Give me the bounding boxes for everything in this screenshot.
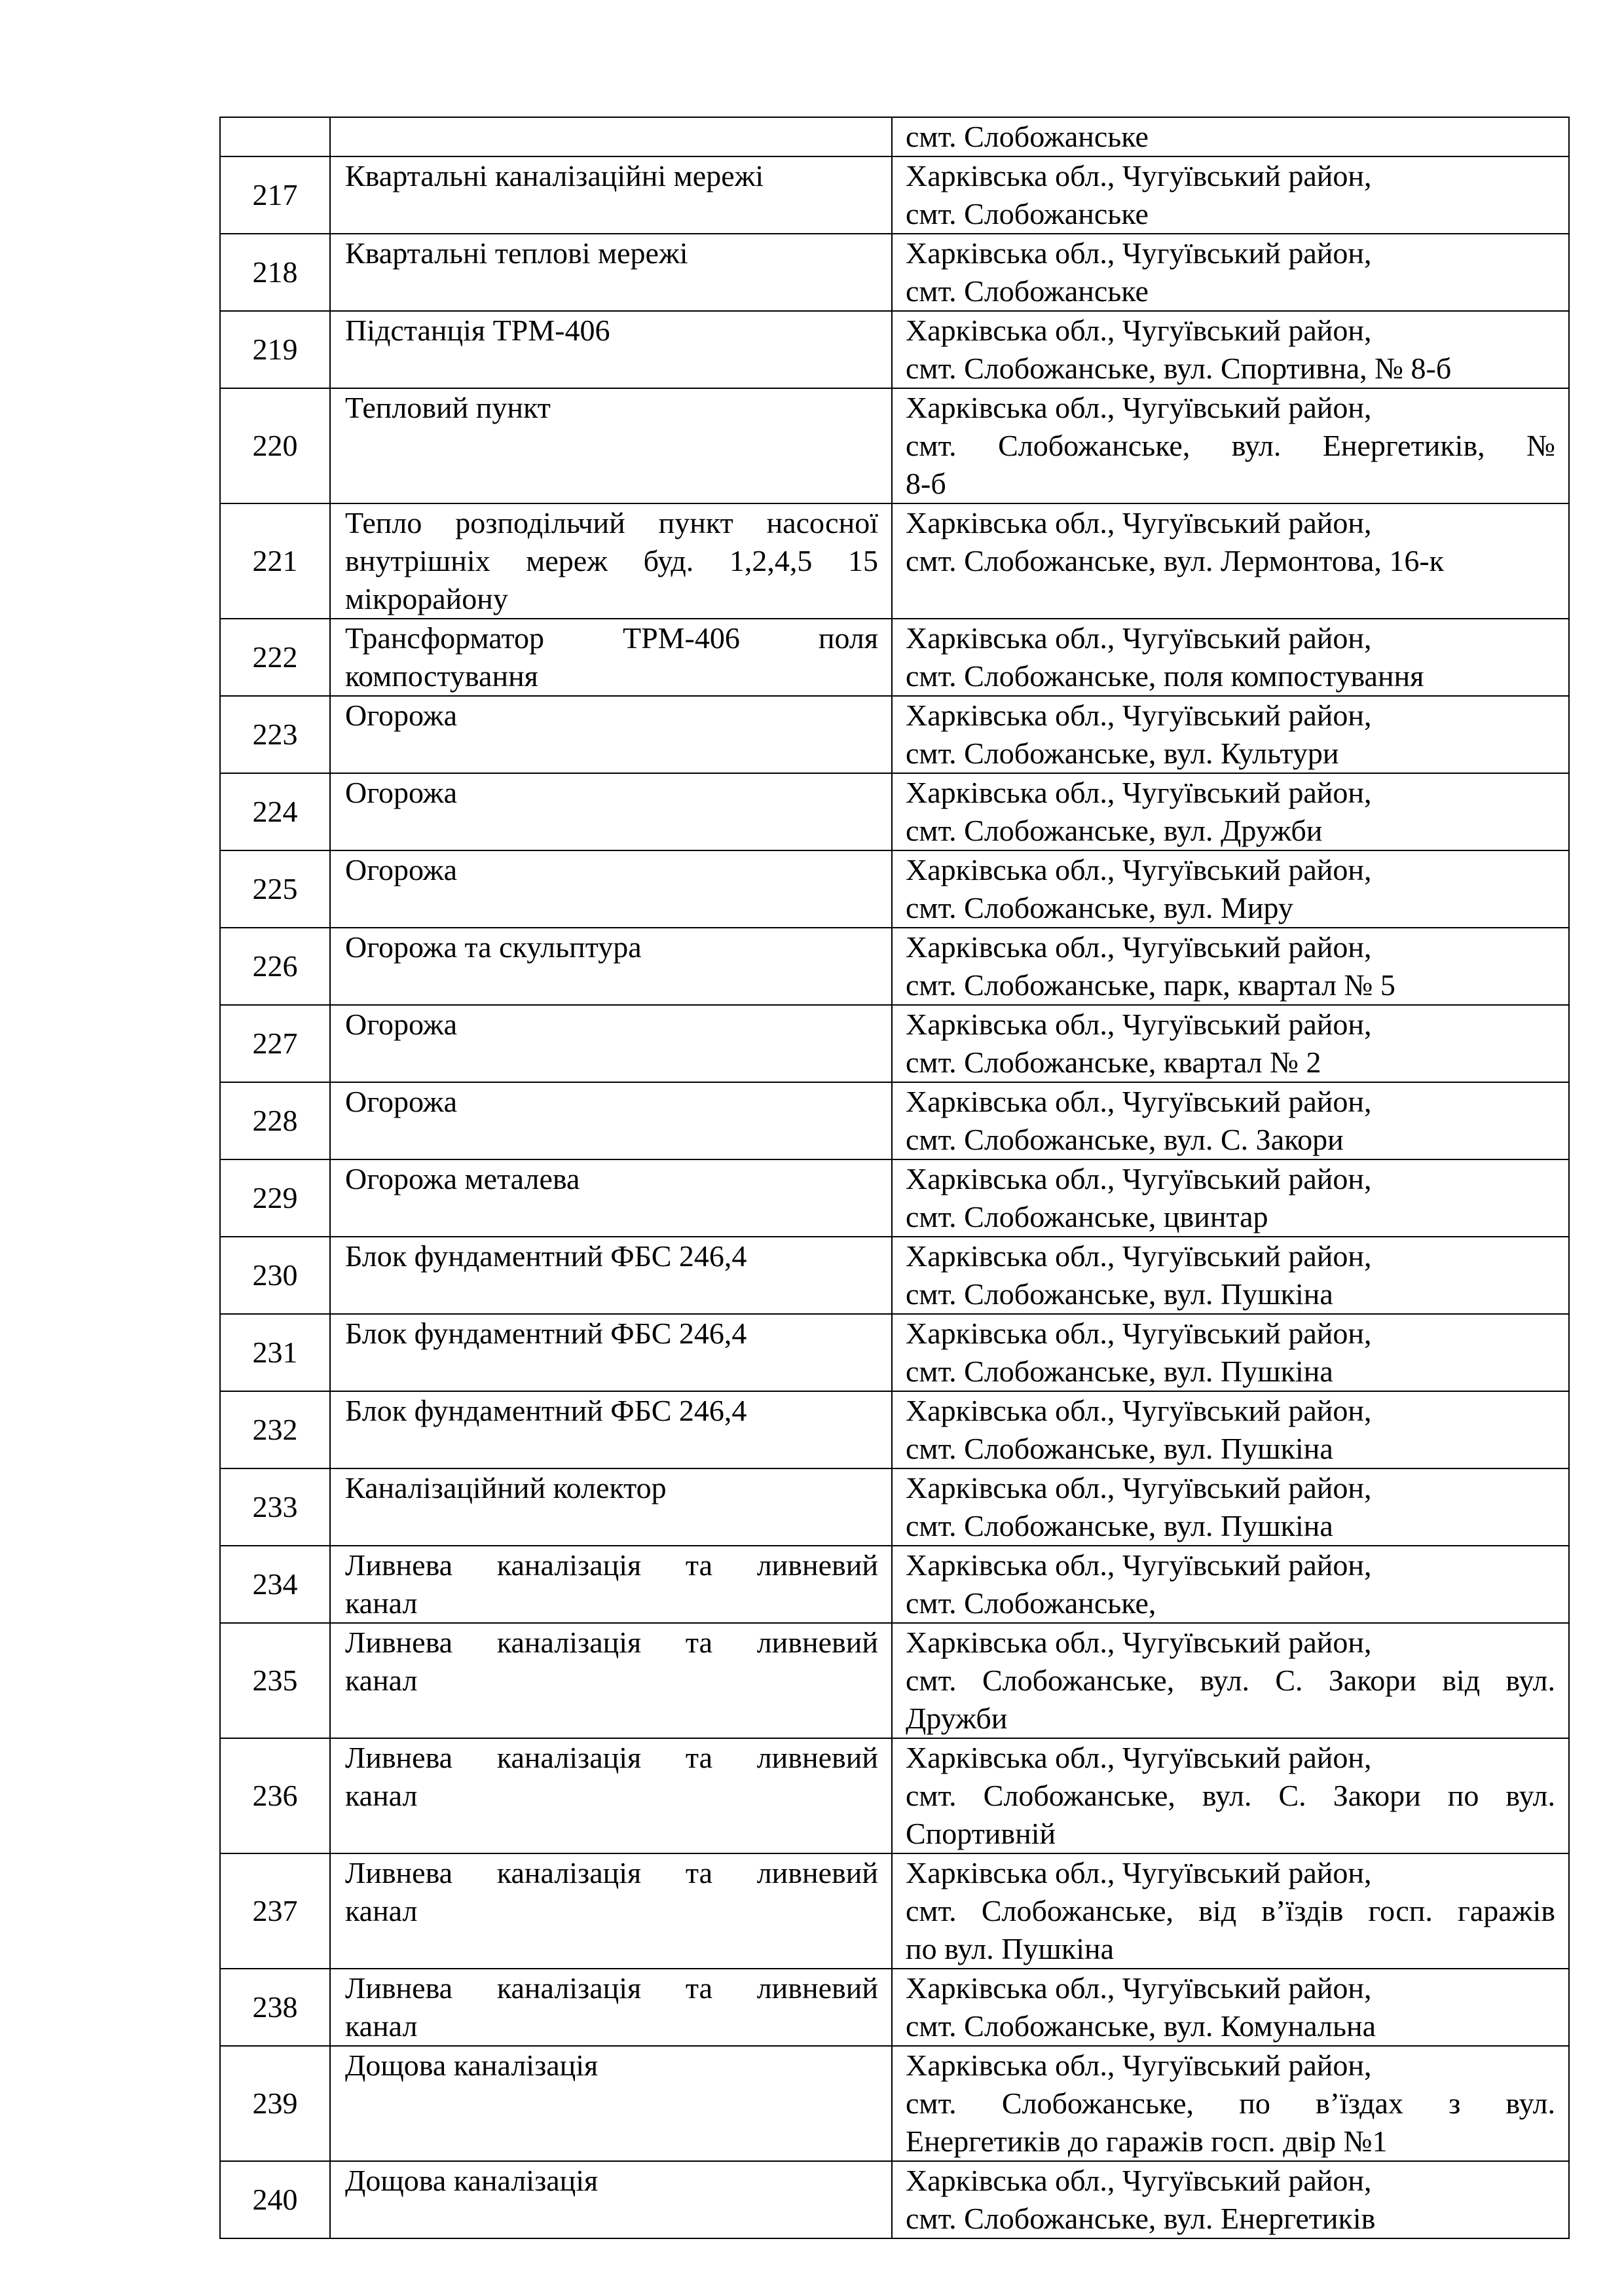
object-name-cell bbox=[330, 1546, 892, 1623]
address-line: Харківська обл., Чугуївський район, bbox=[906, 699, 1372, 732]
address-line: Харківська обл., Чугуївський район, bbox=[906, 1741, 1372, 1774]
address-line: смт. Слобожанське, вул. Енергетиків bbox=[906, 2202, 1376, 2235]
row-number-cell: 236 bbox=[220, 1738, 330, 1853]
object-name-cell bbox=[330, 503, 892, 619]
address-line: Харківська обл., Чугуївський район, bbox=[906, 2049, 1372, 2082]
row-number-cell: 223 bbox=[220, 696, 330, 773]
row-number-cell: 239 bbox=[220, 2046, 330, 2161]
object-name-cell bbox=[330, 1314, 892, 1391]
address-cell bbox=[892, 1853, 1569, 1969]
table-row bbox=[220, 1738, 1569, 1853]
object-name-line: канал bbox=[345, 1779, 418, 1812]
address-line: Харківська обл., Чугуївський район, bbox=[906, 1317, 1372, 1350]
table-row bbox=[220, 234, 1569, 311]
address-cell bbox=[892, 850, 1569, 928]
address-cell bbox=[892, 503, 1569, 619]
table-row bbox=[220, 928, 1569, 1005]
row-number-cell: 222 bbox=[220, 619, 330, 696]
address-line: смт. Слобожанське, вул. С. Закори bbox=[906, 1123, 1344, 1156]
address-cell bbox=[892, 1082, 1569, 1159]
address-cell bbox=[892, 234, 1569, 311]
address-cell bbox=[892, 311, 1569, 388]
row-number-cell: 220 bbox=[220, 388, 330, 503]
address-line: смт. Слобожанське, вул. Пушкіна bbox=[906, 1277, 1333, 1311]
object-name-cell bbox=[330, 1738, 892, 1853]
property-table bbox=[219, 117, 1570, 2239]
object-name-line: Огорожа та скульптура bbox=[345, 930, 642, 964]
address-line: смт. Слобожанське, вул. Лермонтова, 16-к bbox=[906, 544, 1445, 577]
object-name-line: внутрішніх мереж буд. 1,2,4,5 15 bbox=[345, 544, 878, 577]
table-row bbox=[220, 1623, 1569, 1738]
table-row bbox=[220, 1082, 1569, 1159]
table-row bbox=[220, 1237, 1569, 1314]
address-line: смт. Слобожанське, вул. Пушкіна bbox=[906, 1509, 1333, 1542]
address-line: Енергетиків до гаражів госп. двір №1 bbox=[906, 2124, 1388, 2158]
object-name-cell bbox=[330, 311, 892, 388]
address-line: смт. Слобожанське bbox=[906, 197, 1149, 230]
object-name-cell bbox=[330, 696, 892, 773]
address-line: смт. Слобожанське, від в’їздів госп. гаражів bbox=[906, 1894, 1555, 1927]
object-name-line: Огорожа bbox=[345, 776, 457, 809]
object-name-cell bbox=[330, 1005, 892, 1082]
object-name-cell bbox=[330, 117, 892, 156]
address-line: смт. Слобожанське, квартал № 2 bbox=[906, 1046, 1321, 1079]
address-line: Харківська обл., Чугуївський район, bbox=[906, 506, 1372, 539]
address-line: смт. Слобожанське, цвинтар bbox=[906, 1200, 1268, 1233]
address-cell bbox=[892, 156, 1569, 234]
object-name-line: компостування bbox=[345, 659, 538, 693]
address-cell bbox=[892, 1546, 1569, 1623]
address-line: Харківська обл., Чугуївський район, bbox=[906, 776, 1372, 809]
object-name-cell bbox=[330, 2046, 892, 2161]
object-name-line: Огорожа bbox=[345, 853, 457, 886]
address-line: смт. Слобожанське, вул. Спортивна, № 8-б bbox=[906, 352, 1452, 385]
address-line: смт. Слобожанське, вул. С. Закори від вул. bbox=[906, 1664, 1555, 1697]
address-line: смт. Слобожанське, вул. Пушкіна bbox=[906, 1432, 1333, 1465]
row-number-cell: 227 bbox=[220, 1005, 330, 1082]
address-line: смт. Слобожанське, парк, квартал № 5 bbox=[906, 968, 1395, 1002]
object-name-cell bbox=[330, 1082, 892, 1159]
address-line: Спортивній bbox=[906, 1817, 1056, 1850]
address-cell bbox=[892, 1314, 1569, 1391]
address-line: смт. Слобожанське, вул. Миру bbox=[906, 891, 1293, 924]
object-name-cell bbox=[330, 156, 892, 234]
address-line: смт. Слобожанське, bbox=[906, 1586, 1156, 1620]
address-line: Харківська обл., Чугуївський район, bbox=[906, 1008, 1372, 1041]
object-name-line: Блок фундаментний ФБС 246,4 bbox=[345, 1394, 747, 1427]
address-line: Харківська обл., Чугуївський район, bbox=[906, 930, 1372, 964]
object-name-line: Огорожа bbox=[345, 1008, 457, 1041]
object-name-cell bbox=[330, 1391, 892, 1468]
object-name-line: канал bbox=[345, 2009, 418, 2043]
object-name-line: Підстанція ТРМ-406 bbox=[345, 314, 610, 347]
address-line: Харківська обл., Чугуївський район, bbox=[906, 391, 1372, 424]
row-number-cell: 231 bbox=[220, 1314, 330, 1391]
table-row bbox=[220, 1005, 1569, 1082]
object-name-line: Блок фундаментний ФБС 246,4 bbox=[345, 1317, 747, 1350]
table-row bbox=[220, 1969, 1569, 2046]
table-row bbox=[220, 1468, 1569, 1546]
object-name-cell bbox=[330, 1159, 892, 1237]
row-number-cell: 228 bbox=[220, 1082, 330, 1159]
row-number-cell: 224 bbox=[220, 773, 330, 850]
property-table-body bbox=[220, 117, 1569, 2238]
address-line: Дружби bbox=[906, 1702, 1008, 1735]
object-name-line: Дощова каналізація bbox=[345, 2049, 599, 2082]
address-cell bbox=[892, 2046, 1569, 2161]
object-name-line: Тепловий пункт bbox=[345, 391, 551, 424]
address-cell bbox=[892, 1159, 1569, 1237]
object-name-line: Квартальні каналізаційні мережі bbox=[345, 159, 764, 192]
object-name-line: мікрорайону bbox=[345, 582, 508, 615]
object-name-cell bbox=[330, 2161, 892, 2238]
address-line: Харківська обл., Чугуївський район, bbox=[906, 2164, 1372, 2197]
address-cell bbox=[892, 1391, 1569, 1468]
address-line: Харківська обл., Чугуївський район, bbox=[906, 1394, 1372, 1427]
row-number-cell bbox=[220, 117, 330, 156]
table-row bbox=[220, 773, 1569, 850]
object-name-line: Тепло розподільчий пункт насосної bbox=[345, 506, 878, 539]
address-cell bbox=[892, 1005, 1569, 1082]
object-name-line: Огорожа металева bbox=[345, 1162, 580, 1195]
object-name-cell bbox=[330, 1468, 892, 1546]
table-row bbox=[220, 503, 1569, 619]
address-line: Харківська обл., Чугуївський район, bbox=[906, 1626, 1372, 1659]
address-cell bbox=[892, 1738, 1569, 1853]
table-row bbox=[220, 2161, 1569, 2238]
table-row bbox=[220, 1853, 1569, 1969]
address-line: смт. Слобожанське bbox=[906, 274, 1149, 308]
row-number-cell: 225 bbox=[220, 850, 330, 928]
object-name-cell bbox=[330, 773, 892, 850]
address-line: Харківська обл., Чугуївський район, bbox=[906, 1239, 1372, 1273]
address-line: Харківська обл., Чугуївський район, bbox=[906, 159, 1372, 192]
object-name-line: Огорожа bbox=[345, 699, 457, 732]
row-number-cell: 219 bbox=[220, 311, 330, 388]
object-name-line: канал bbox=[345, 1894, 418, 1927]
object-name-line: Ливнева каналізація та ливневий bbox=[345, 1971, 878, 2005]
row-number-cell: 237 bbox=[220, 1853, 330, 1969]
address-line: смт. Слобожанське, поля компостування bbox=[906, 659, 1424, 693]
address-line: Харківська обл., Чугуївський район, bbox=[906, 621, 1372, 655]
row-number-cell: 233 bbox=[220, 1468, 330, 1546]
address-cell bbox=[892, 1969, 1569, 2046]
address-cell bbox=[892, 2161, 1569, 2238]
object-name-line: Ливнева каналізація та ливневий bbox=[345, 1626, 878, 1659]
row-number-cell: 217 bbox=[220, 156, 330, 234]
object-name-cell bbox=[330, 1969, 892, 2046]
address-line: смт. Слобожанське, вул. Енергетиків, № bbox=[906, 429, 1555, 462]
row-number-cell: 240 bbox=[220, 2161, 330, 2238]
table-row bbox=[220, 2046, 1569, 2161]
address-cell bbox=[892, 773, 1569, 850]
object-name-line: Квартальні теплові мережі bbox=[345, 236, 688, 270]
address-cell bbox=[892, 619, 1569, 696]
table-row bbox=[220, 388, 1569, 503]
row-number-cell: 226 bbox=[220, 928, 330, 1005]
object-name-cell bbox=[330, 1623, 892, 1738]
address-cell bbox=[892, 1468, 1569, 1546]
table-row bbox=[220, 1546, 1569, 1623]
table-row bbox=[220, 850, 1569, 928]
address-line: Харківська обл., Чугуївський район, bbox=[906, 314, 1372, 347]
address-line: Харківська обл., Чугуївський район, bbox=[906, 236, 1372, 270]
object-name-cell bbox=[330, 619, 892, 696]
address-line: Харківська обл., Чугуївський район, bbox=[906, 1548, 1372, 1582]
table-row bbox=[220, 696, 1569, 773]
address-line: смт. Слобожанське, вул. Дружби bbox=[906, 814, 1323, 847]
row-number-cell: 235 bbox=[220, 1623, 330, 1738]
table-row bbox=[220, 117, 1569, 156]
address-cell bbox=[892, 1237, 1569, 1314]
object-name-line: Трансформатор ТРМ-406 поля bbox=[345, 621, 878, 655]
address-line: Харківська обл., Чугуївський район, bbox=[906, 1971, 1372, 2005]
row-number-cell: 218 bbox=[220, 234, 330, 311]
table-row bbox=[220, 1391, 1569, 1468]
address-line: Харківська обл., Чугуївський район, bbox=[906, 853, 1372, 886]
object-name-cell bbox=[330, 234, 892, 311]
object-name-cell bbox=[330, 1237, 892, 1314]
object-name-line: канал bbox=[345, 1586, 418, 1620]
object-name-cell bbox=[330, 388, 892, 503]
table-row bbox=[220, 1159, 1569, 1237]
address-line: смт. Слобожанське, вул. Культури bbox=[906, 737, 1339, 770]
table-row bbox=[220, 311, 1569, 388]
table-row bbox=[220, 1314, 1569, 1391]
row-number-cell: 234 bbox=[220, 1546, 330, 1623]
row-number-cell: 221 bbox=[220, 503, 330, 619]
row-number-cell: 238 bbox=[220, 1969, 330, 2046]
row-number-cell: 229 bbox=[220, 1159, 330, 1237]
object-name-line: Дощова каналізація bbox=[345, 2164, 599, 2197]
address-line: по вул. Пушкіна bbox=[906, 1932, 1115, 1965]
object-name-line: канал bbox=[345, 1664, 418, 1697]
address-line: 8-б bbox=[906, 467, 946, 500]
object-name-line: Блок фундаментний ФБС 246,4 bbox=[345, 1239, 747, 1273]
object-name-line: Огорожа bbox=[345, 1085, 457, 1118]
address-cell bbox=[892, 1623, 1569, 1738]
address-line: смт. Слобожанське, вул. С. Закори по вул. bbox=[906, 1779, 1555, 1812]
object-name-line: Ливнева каналізація та ливневий bbox=[345, 1741, 878, 1774]
address-line: смт. Слобожанське bbox=[906, 120, 1149, 153]
address-cell bbox=[892, 696, 1569, 773]
address-line: Харківська обл., Чугуївський район, bbox=[906, 1471, 1372, 1504]
address-line: смт. Слобожанське, вул. Комунальна bbox=[906, 2009, 1376, 2043]
address-line: Харківська обл., Чугуївський район, bbox=[906, 1085, 1372, 1118]
row-number-cell: 230 bbox=[220, 1237, 330, 1314]
address-cell bbox=[892, 928, 1569, 1005]
address-cell bbox=[892, 117, 1569, 156]
address-line: Харківська обл., Чугуївський район, bbox=[906, 1162, 1372, 1195]
address-line: смт. Слобожанське, вул. Пушкіна bbox=[906, 1355, 1333, 1388]
row-number-cell: 232 bbox=[220, 1391, 330, 1468]
table-row bbox=[220, 156, 1569, 234]
table-row bbox=[220, 619, 1569, 696]
address-line: смт. Слобожанське, по в’їздах з вул. bbox=[906, 2086, 1555, 2120]
address-cell bbox=[892, 388, 1569, 503]
object-name-cell bbox=[330, 850, 892, 928]
object-name-cell bbox=[330, 1853, 892, 1969]
address-line: Харківська обл., Чугуївський район, bbox=[906, 1856, 1372, 1889]
object-name-cell bbox=[330, 928, 892, 1005]
object-name-line: Ливнева каналізація та ливневий bbox=[345, 1548, 878, 1582]
object-name-line: Каналізаційний колектор bbox=[345, 1471, 667, 1504]
object-name-line: Ливнева каналізація та ливневий bbox=[345, 1856, 878, 1889]
